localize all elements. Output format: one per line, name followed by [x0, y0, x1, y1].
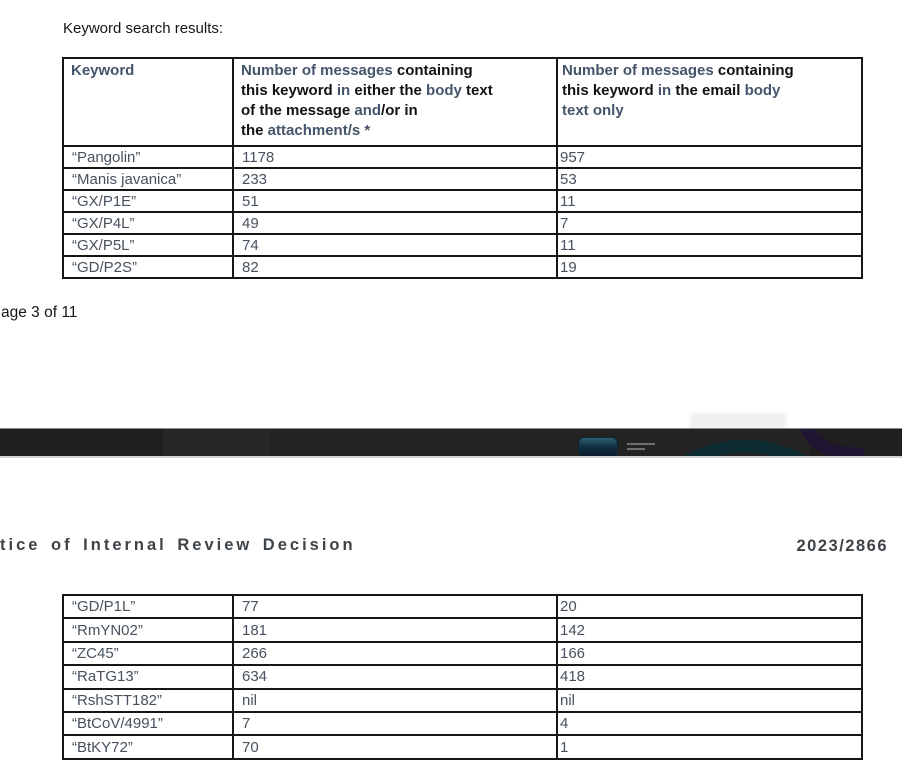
band-smudge: [690, 413, 786, 428]
table-row: [63, 234, 862, 256]
keyword-cell: “Pangolin”: [63, 146, 233, 168]
count-cell: 51: [233, 190, 557, 212]
count-cell: 11: [557, 234, 862, 256]
table-row: [63, 735, 862, 758]
keyword-cell: “GD/P1L”: [63, 595, 233, 618]
header-text-segment: body: [744, 82, 781, 99]
count-cell: 266: [233, 642, 557, 665]
logo-mark-icon: [578, 437, 618, 457]
table-header-row: [63, 58, 862, 146]
count-cell: 74: [233, 234, 557, 256]
header-text-segment: body: [426, 82, 467, 99]
keyword-cell: “GX/P1E”: [63, 190, 233, 212]
header-cell-body-or-attachment: [233, 58, 557, 146]
table-body-page4: [63, 595, 862, 759]
count-cell: 77: [233, 595, 557, 618]
keyword-cell: “GX/P4L”: [63, 212, 233, 234]
table-row: [63, 595, 862, 618]
header-cell-keyword: [63, 58, 233, 146]
count-cell: 11: [557, 190, 862, 212]
table-row: [63, 212, 862, 234]
count-cell: 181: [233, 618, 557, 641]
count-cell: 7: [233, 712, 557, 735]
header-text-segment: and: [354, 102, 382, 119]
keyword-cell: “GX/P5L”: [63, 234, 233, 256]
case-number: 2023/2866: [796, 537, 888, 555]
header-text-segment: in: [336, 82, 355, 99]
page-number-footer: age 3 of 11: [1, 304, 78, 321]
header-text-segment: Number of messages: [241, 62, 397, 79]
count-cell: 49: [233, 212, 557, 234]
keyword-cell: “RmYN02”: [63, 618, 233, 641]
header-text-segment: attachment/s *: [267, 122, 371, 139]
header-text-segment: either the: [354, 82, 427, 99]
count-cell: 70: [233, 735, 557, 758]
count-cell: 1178: [233, 146, 557, 168]
header-text-segment: text: [466, 82, 493, 99]
table-row: [63, 146, 862, 168]
header-text-segment: this keyword: [562, 82, 658, 99]
keyword-results-table-page4: [62, 594, 863, 760]
page-edge-line: [0, 456, 902, 458]
header-text-segment: containing: [396, 62, 473, 79]
count-cell: 166: [557, 642, 862, 665]
count-cell: 634: [233, 665, 557, 688]
count-cell: nil: [233, 689, 557, 712]
count-cell: 1: [557, 735, 862, 758]
header-cell-body-only: [557, 58, 862, 146]
header-text-segment: Number of messages: [562, 62, 718, 79]
count-cell: 4: [557, 712, 862, 735]
header-text-segment: the: [241, 122, 268, 139]
keyword-cell: “GD/P2S”: [63, 256, 233, 278]
table-row: [63, 642, 862, 665]
header-text-segment: in: [657, 82, 676, 99]
count-cell: nil: [557, 689, 862, 712]
keyword-cell: “ZC45”: [63, 642, 233, 665]
logo-caption-line: [627, 448, 645, 450]
table-row: [63, 190, 862, 212]
header-text-segment: /or in: [381, 102, 418, 119]
count-cell: 82: [233, 256, 557, 278]
keyword-results-table-page3: [62, 57, 863, 279]
intro-label: Keyword search results:: [63, 20, 224, 37]
table-row: [63, 665, 862, 688]
header-text-segment: this keyword: [241, 82, 337, 99]
count-cell: 957: [557, 146, 862, 168]
count-cell: 142: [557, 618, 862, 641]
header-text-segment: text only: [562, 102, 624, 119]
header-text-segment: the email: [675, 82, 745, 99]
table-row: [63, 689, 862, 712]
header-text-segment: of the message: [241, 102, 355, 119]
table-row: [63, 256, 862, 278]
keyword-cell: “Manis javanica”: [63, 168, 233, 190]
keyword-cell: “RshSTT182”: [63, 689, 233, 712]
review-decision-title: tice of Internal Review Decision: [0, 536, 356, 554]
count-cell: 19: [557, 256, 862, 278]
table-row: [63, 618, 862, 641]
keyword-cell: “BtKY72”: [63, 735, 233, 758]
swoosh-right-icon: [806, 429, 864, 454]
header-text-segment: containing: [717, 62, 794, 79]
count-cell: 418: [557, 665, 862, 688]
count-cell: 7: [557, 212, 862, 234]
page-separator-band: [0, 428, 902, 457]
table-row: [63, 168, 862, 190]
header-text-segment: Keyword: [71, 62, 135, 79]
keyword-cell: “RaTG13”: [63, 665, 233, 688]
count-cell: 53: [557, 168, 862, 190]
table-row: [63, 712, 862, 735]
keyword-cell: “BtCoV/4991”: [63, 712, 233, 735]
table-body-page3: [63, 146, 862, 278]
swoosh-arcs-icon: [0, 429, 902, 457]
count-cell: 20: [557, 595, 862, 618]
logo-caption-line: [627, 443, 655, 445]
count-cell: 233: [233, 168, 557, 190]
